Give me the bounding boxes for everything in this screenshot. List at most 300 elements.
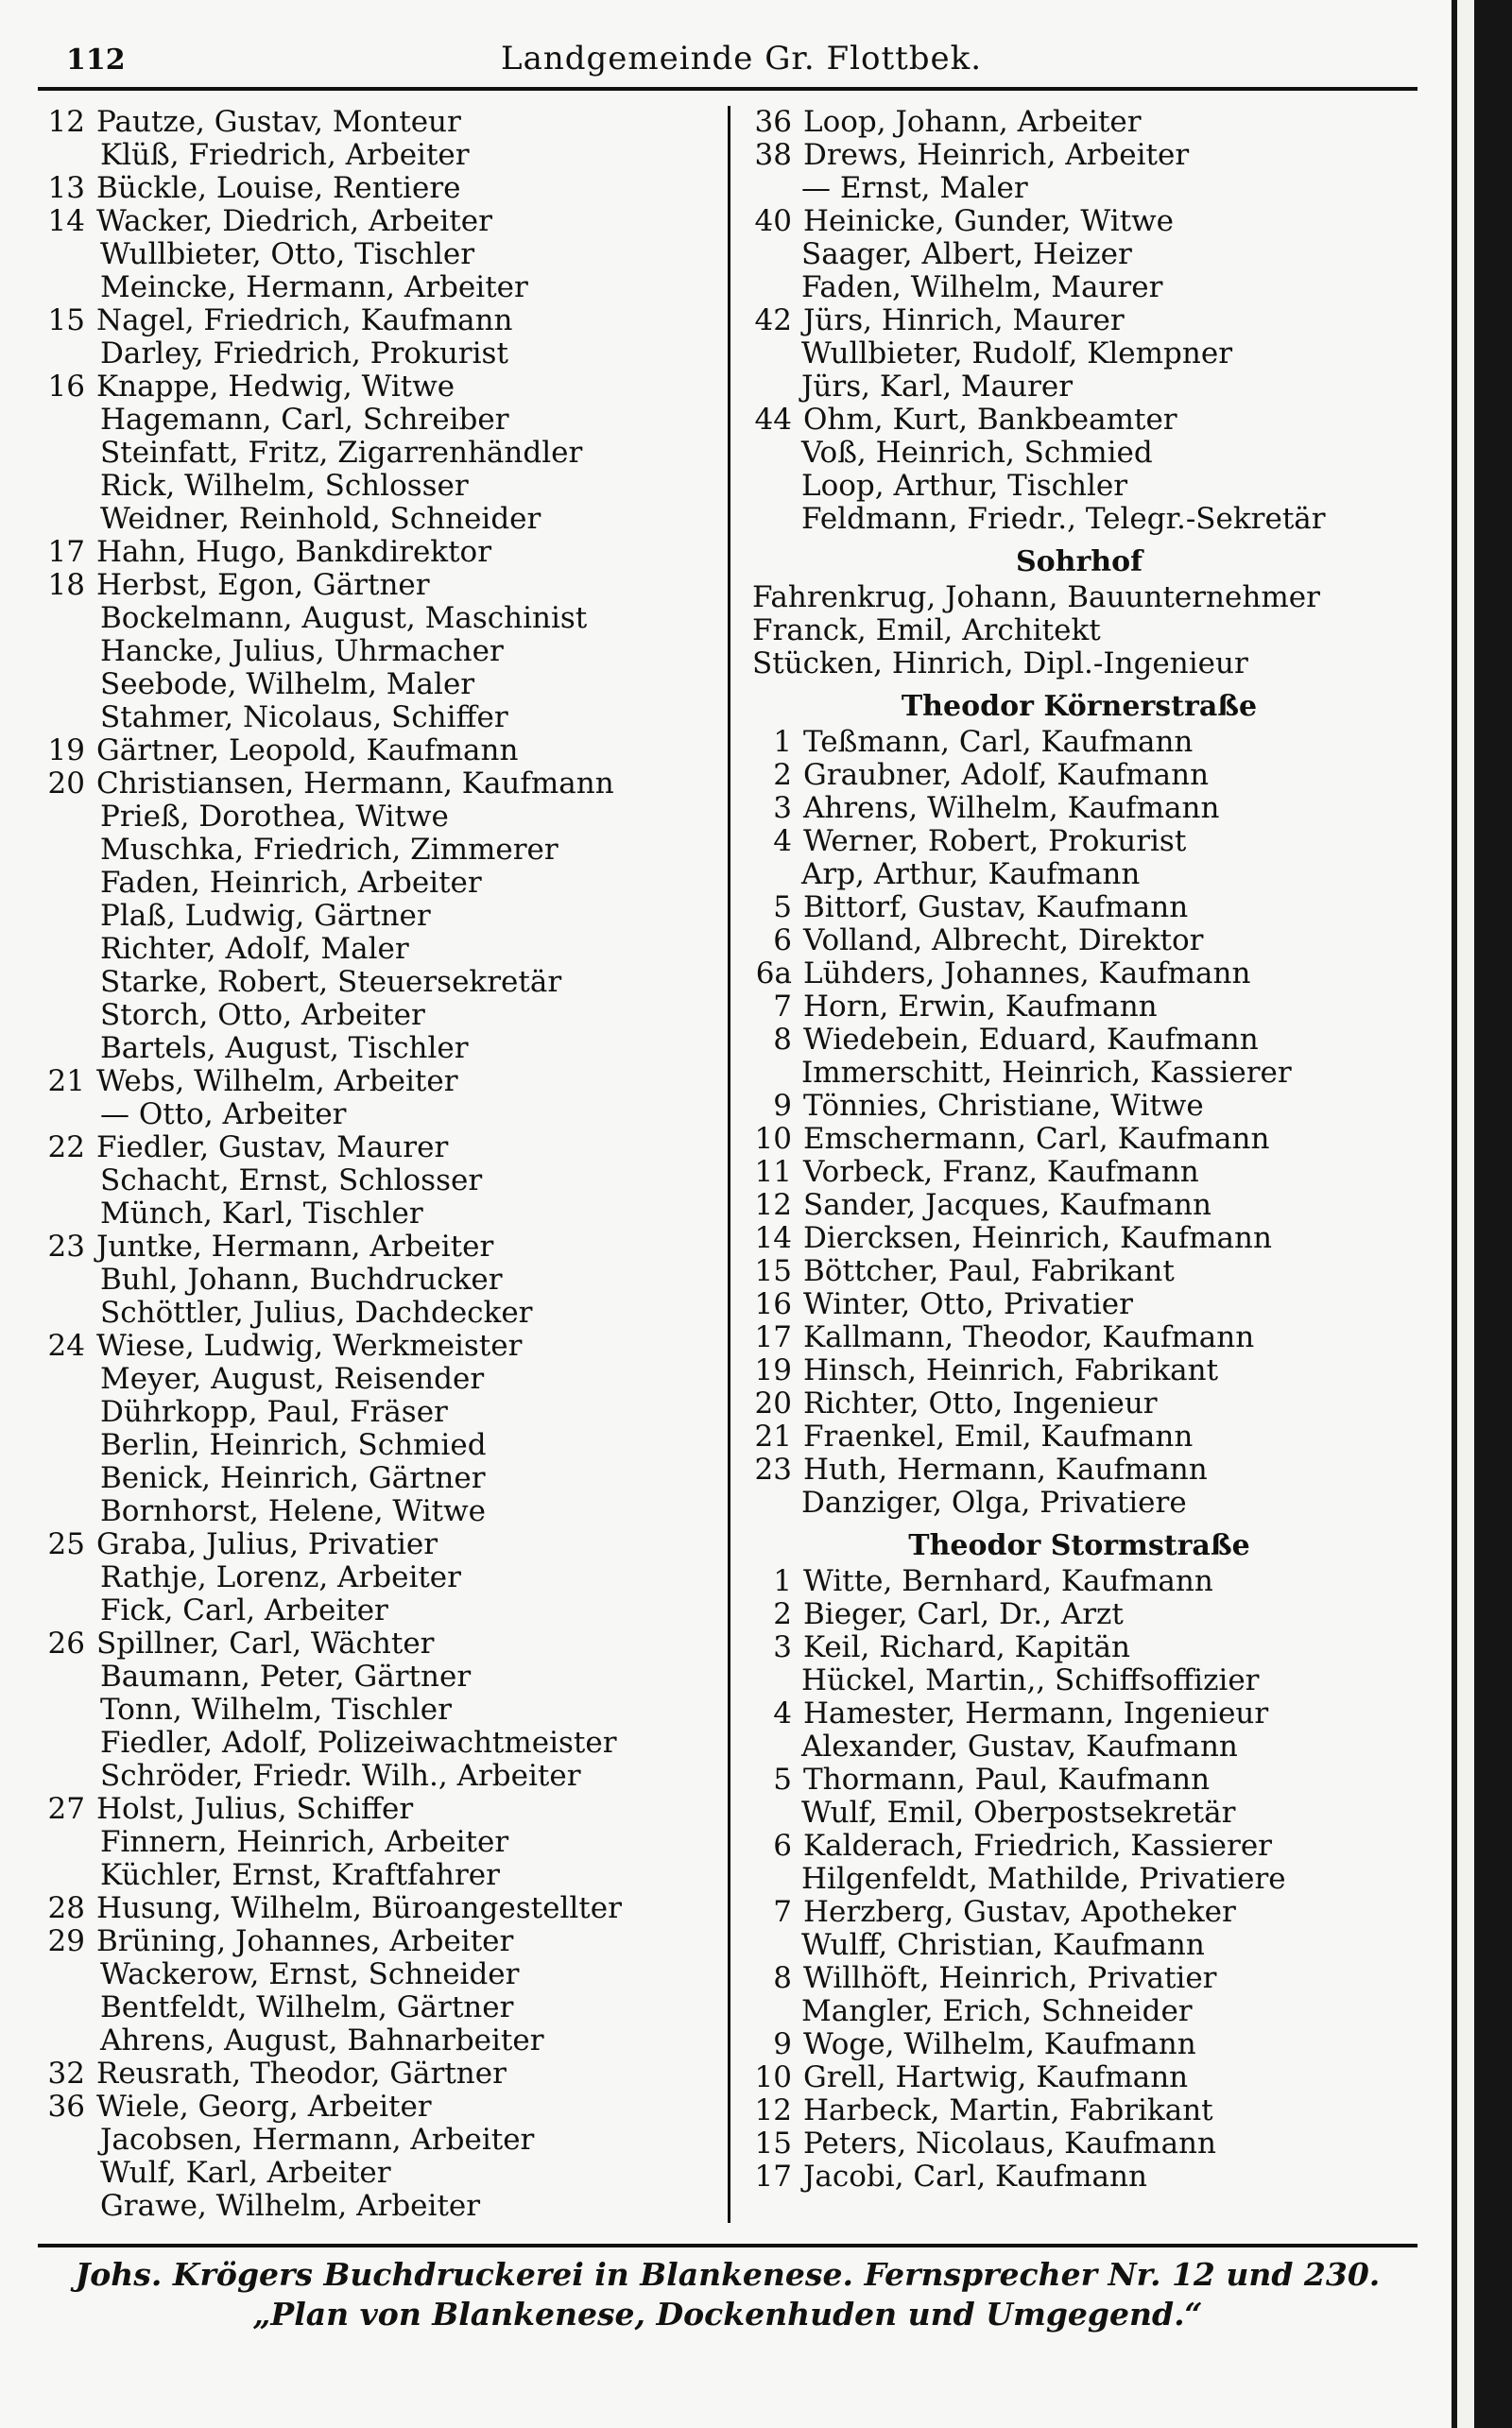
directory-entry bbox=[38, 801, 728, 834]
resident-text: Bentfeldt, Wilhelm, Gärtner bbox=[100, 1990, 514, 2024]
resident-text: Heinicke, Gunder, Witwe bbox=[803, 204, 1174, 238]
resident-text: Grell, Hartwig, Kaufmann bbox=[803, 2060, 1189, 2094]
resident-text: Wiedebein, Eduard, Kaufmann bbox=[803, 1023, 1259, 1057]
directory-entry bbox=[38, 238, 728, 271]
house-number: 29 bbox=[47, 1924, 85, 1958]
resident-text: Fiedler, Adolf, Polizeiwachtmeister bbox=[100, 1726, 617, 1760]
house-number: 44 bbox=[754, 403, 792, 437]
directory-entry bbox=[38, 867, 728, 900]
resident-text: Immerschitt, Heinrich, Kassierer bbox=[801, 1056, 1292, 1090]
resident-text: Tonn, Wilhelm, Tischler bbox=[100, 1693, 452, 1727]
directory-entry bbox=[739, 891, 1419, 924]
resident-text: Ahrens, August, Bahnarbeiter bbox=[100, 2023, 544, 2058]
resident-text: Fiedler, Gustav, Maurer bbox=[96, 1130, 449, 1164]
house-number: 38 bbox=[754, 138, 792, 172]
directory-entry bbox=[739, 858, 1419, 891]
house-number: 36 bbox=[47, 2090, 85, 2124]
directory-entry bbox=[739, 1565, 1419, 1598]
house-number: 20 bbox=[754, 1386, 792, 1421]
directory-entry bbox=[739, 1288, 1419, 1321]
directory-entry bbox=[739, 957, 1419, 990]
directory-entry bbox=[739, 1222, 1419, 1255]
resident-text: Seebode, Wilhelm, Maler bbox=[100, 667, 475, 701]
resident-text: Hilgenfeldt, Mathilde, Privatiere bbox=[801, 1862, 1286, 1896]
directory-entry bbox=[38, 834, 728, 867]
resident-text: Feldmann, Friedr., Telegr.-Sekretär bbox=[801, 502, 1326, 536]
running-head: Landgemeinde Gr. Flottbek. bbox=[501, 40, 983, 77]
resident-text: Schacht, Ernst, Schlosser bbox=[100, 1163, 483, 1197]
directory-entry bbox=[38, 1826, 728, 1859]
house-number: 22 bbox=[47, 1130, 85, 1164]
directory-entry bbox=[38, 734, 728, 767]
resident-text: Bückle, Louise, Rentiere bbox=[96, 171, 461, 205]
house-number: 3 bbox=[773, 791, 792, 825]
house-number: 8 bbox=[773, 1961, 792, 1995]
resident-text: Kallmann, Theodor, Kaufmann bbox=[803, 1320, 1255, 1354]
house-number: 13 bbox=[47, 171, 85, 205]
resident-text: Harbeck, Martin, Fabrikant bbox=[803, 2093, 1213, 2127]
resident-text: Stahmer, Nicolaus, Schiffer bbox=[100, 700, 508, 734]
directory-entry bbox=[739, 205, 1419, 238]
resident-text: Tönnies, Christiane, Witwe bbox=[803, 1089, 1204, 1123]
page-header bbox=[66, 40, 1418, 87]
resident-text: Darley, Friedrich, Prokurist bbox=[100, 336, 508, 370]
directory-entry bbox=[739, 1697, 1419, 1731]
directory-entry bbox=[38, 1032, 728, 1065]
directory-entry bbox=[739, 2028, 1419, 2061]
resident-text: Wulf, Karl, Arbeiter bbox=[100, 2156, 391, 2190]
resident-text: Voß, Heinrich, Schmied bbox=[801, 436, 1153, 470]
directory-entry bbox=[739, 614, 1419, 647]
footer-line-1: Johs. Krögers Buchdruckerei in Blankenese. Fernsprecher Nr. 12 und 230. bbox=[75, 2256, 1381, 2293]
footer-rule bbox=[38, 2244, 1418, 2247]
resident-text: Jacobi, Carl, Kaufmann bbox=[803, 2160, 1147, 2194]
directory-entry bbox=[739, 1896, 1419, 1929]
house-number: 18 bbox=[47, 568, 85, 602]
directory-entry bbox=[38, 437, 728, 470]
directory-entry bbox=[38, 767, 728, 801]
resident-text: Faden, Wilhelm, Maurer bbox=[801, 270, 1163, 304]
left-column bbox=[38, 106, 728, 2223]
directory-entry bbox=[38, 139, 728, 172]
house-number: 15 bbox=[754, 2127, 792, 2161]
resident-text: Witte, Bernhard, Kaufmann bbox=[803, 1564, 1213, 1598]
resident-text: Peters, Nicolaus, Kaufmann bbox=[803, 2127, 1216, 2161]
directory-entry bbox=[38, 2157, 728, 2190]
resident-text: Thormann, Paul, Kaufmann bbox=[803, 1763, 1211, 1797]
house-number: 2 bbox=[773, 1597, 792, 1631]
directory-entry bbox=[38, 933, 728, 966]
resident-text: Wackerow, Ernst, Schneider bbox=[100, 1957, 520, 1991]
house-number: 14 bbox=[754, 1221, 792, 1255]
resident-text: Küchler, Ernst, Kraftfahrer bbox=[100, 1858, 500, 1892]
house-number: 20 bbox=[47, 766, 85, 801]
resident-text: Klüß, Friedrich, Arbeiter bbox=[100, 138, 470, 172]
resident-text: Wacker, Diedrich, Arbeiter bbox=[96, 204, 492, 238]
directory-entry bbox=[739, 647, 1419, 680]
resident-text: Diercksen, Heinrich, Kaufmann bbox=[803, 1221, 1272, 1255]
resident-text: Richter, Otto, Ingenieur bbox=[803, 1386, 1158, 1421]
directory-entry bbox=[38, 1330, 728, 1363]
directory-entry bbox=[739, 1090, 1419, 1123]
page-number: 112 bbox=[66, 43, 126, 77]
resident-text: Muschka, Friedrich, Zimmerer bbox=[100, 833, 558, 867]
resident-text: Loop, Arthur, Tischler bbox=[801, 469, 1128, 503]
house-number: 28 bbox=[47, 1891, 85, 1925]
directory-entry bbox=[38, 2024, 728, 2058]
directory-entry bbox=[739, 2127, 1419, 2161]
resident-text: Bartels, August, Tischler bbox=[100, 1031, 469, 1065]
directory-entry bbox=[38, 106, 728, 139]
directory-entry bbox=[739, 1929, 1419, 1962]
house-number: 12 bbox=[754, 2093, 792, 2127]
resident-text: Webs, Wilhelm, Arbeiter bbox=[96, 1064, 458, 1098]
directory-entry bbox=[38, 1231, 728, 1264]
resident-text: Danziger, Olga, Privatiere bbox=[801, 1486, 1187, 1520]
directory-entry bbox=[38, 1065, 728, 1098]
directory-entry bbox=[739, 1454, 1419, 1487]
printer-footer bbox=[38, 2255, 1418, 2334]
resident-text: Emschermann, Carl, Kaufmann bbox=[803, 1122, 1270, 1156]
resident-text: Fahrenkrug, Johann, Bauunternehmer bbox=[752, 580, 1320, 614]
resident-text: Brüning, Johannes, Arbeiter bbox=[96, 1924, 514, 1958]
directory-entry bbox=[739, 2061, 1419, 2094]
directory-entry bbox=[38, 2190, 728, 2223]
directory-entry bbox=[739, 139, 1419, 172]
resident-text: Dührkopp, Paul, Fräser bbox=[100, 1395, 448, 1429]
resident-text: Wullbieter, Otto, Tischler bbox=[100, 237, 475, 271]
directory-entry bbox=[739, 1863, 1419, 1896]
resident-text: Juntke, Hermann, Arbeiter bbox=[96, 1230, 494, 1264]
directory-entry bbox=[38, 2091, 728, 2124]
house-number: 7 bbox=[773, 990, 792, 1024]
adjacent-page-edge bbox=[1452, 0, 1512, 2428]
directory-entry bbox=[739, 1487, 1419, 1520]
resident-text: Winter, Otto, Privatier bbox=[803, 1287, 1133, 1321]
resident-text: Buhl, Johann, Buchdrucker bbox=[100, 1263, 503, 1297]
street-heading: Sohrhof bbox=[1015, 545, 1143, 578]
directory-entry bbox=[739, 1631, 1419, 1664]
directory-entry bbox=[739, 990, 1419, 1024]
directory-entry bbox=[38, 1859, 728, 1892]
resident-text: Ohm, Kurt, Bankbeamter bbox=[803, 403, 1177, 437]
street-heading: Theodor Körnerstraße bbox=[901, 690, 1258, 723]
resident-text: Huth, Hermann, Kaufmann bbox=[803, 1453, 1208, 1487]
directory-entry bbox=[38, 1694, 728, 1727]
directory-entry bbox=[38, 602, 728, 635]
directory-entry bbox=[38, 999, 728, 1032]
house-number: 24 bbox=[47, 1329, 85, 1363]
resident-text: Woge, Wilhelm, Kaufmann bbox=[803, 2027, 1196, 2061]
resident-text: Arp, Arthur, Kaufmann bbox=[801, 857, 1141, 891]
directory-entry bbox=[38, 1098, 728, 1131]
house-number: 26 bbox=[47, 1627, 85, 1661]
resident-text: Münch, Karl, Tischler bbox=[100, 1197, 423, 1231]
house-number: 14 bbox=[47, 204, 85, 238]
directory-entry bbox=[38, 1760, 728, 1793]
resident-text: Saager, Albert, Heizer bbox=[801, 237, 1132, 271]
resident-text: Schröder, Friedr. Wilh., Arbeiter bbox=[100, 1759, 581, 1793]
resident-text: Spillner, Carl, Wächter bbox=[96, 1627, 435, 1661]
directory-entry bbox=[739, 1797, 1419, 1830]
resident-text: Hinsch, Heinrich, Fabrikant bbox=[803, 1353, 1219, 1387]
house-number: 3 bbox=[773, 1630, 792, 1664]
resident-text: Richter, Adolf, Maler bbox=[100, 932, 409, 966]
house-number: 40 bbox=[754, 204, 792, 238]
directory-entry bbox=[739, 503, 1419, 536]
house-number: 12 bbox=[754, 1188, 792, 1222]
resident-text: Finnern, Heinrich, Arbeiter bbox=[100, 1825, 509, 1859]
resident-text: Fick, Carl, Arbeiter bbox=[100, 1593, 388, 1627]
house-number: 1 bbox=[773, 1564, 792, 1598]
directory-entry bbox=[739, 304, 1419, 337]
resident-text: Rathje, Lorenz, Arbeiter bbox=[100, 1560, 461, 1594]
resident-text: Grawe, Wilhelm, Arbeiter bbox=[100, 2189, 481, 2223]
directory-entry bbox=[739, 1421, 1419, 1454]
house-number: 6 bbox=[773, 923, 792, 957]
resident-text: Wulf, Emil, Oberpostsekretär bbox=[801, 1796, 1236, 1830]
directory-entry bbox=[739, 1598, 1419, 1631]
house-number: 12 bbox=[47, 105, 85, 139]
directory-entry bbox=[38, 1297, 728, 1330]
directory-entry bbox=[38, 1925, 728, 1958]
directory-entry bbox=[38, 1958, 728, 1991]
directory-entry bbox=[739, 106, 1419, 139]
resident-text: Jacobsen, Hermann, Arbeiter bbox=[100, 2123, 535, 2157]
resident-text: Hancke, Julius, Uhrmacher bbox=[100, 634, 504, 668]
directory-entry bbox=[739, 172, 1419, 205]
directory-entry bbox=[38, 2058, 728, 2091]
directory-entry bbox=[38, 1727, 728, 1760]
house-number: 17 bbox=[754, 1320, 792, 1354]
directory-entry bbox=[38, 205, 728, 238]
resident-text: Schöttler, Julius, Dachdecker bbox=[100, 1296, 533, 1330]
directory-entry bbox=[739, 1764, 1419, 1797]
resident-text: Alexander, Gustav, Kaufmann bbox=[801, 1730, 1238, 1764]
house-number: 23 bbox=[754, 1453, 792, 1487]
directory-entry bbox=[739, 1354, 1419, 1387]
resident-text: Wiese, Ludwig, Werkmeister bbox=[96, 1329, 523, 1363]
directory-entry bbox=[739, 1731, 1419, 1764]
directory-entry bbox=[739, 1664, 1419, 1697]
house-number: 10 bbox=[754, 1122, 792, 1156]
directory-entry bbox=[38, 1495, 728, 1528]
directory-entry bbox=[739, 1024, 1419, 1057]
directory-entry bbox=[739, 1387, 1419, 1421]
resident-text: Wulff, Christian, Kaufmann bbox=[801, 1928, 1205, 1962]
house-number: 16 bbox=[754, 1287, 792, 1321]
resident-text: Baumann, Peter, Gärtner bbox=[100, 1660, 472, 1694]
house-number: 23 bbox=[47, 1230, 85, 1264]
resident-text: Wiele, Georg, Arbeiter bbox=[96, 2090, 432, 2124]
resident-text: Böttcher, Paul, Fabrikant bbox=[803, 1254, 1175, 1288]
directory-entry bbox=[38, 2124, 728, 2157]
directory-entry bbox=[739, 1321, 1419, 1354]
house-number: 16 bbox=[47, 370, 85, 404]
directory-entry bbox=[38, 470, 728, 503]
house-number: 25 bbox=[47, 1527, 85, 1561]
resident-text: Reusrath, Theodor, Gärtner bbox=[96, 2057, 507, 2091]
house-number: 8 bbox=[773, 1023, 792, 1057]
resident-text: Kalderach, Friedrich, Kassierer bbox=[803, 1829, 1272, 1863]
directory-entry bbox=[739, 271, 1419, 304]
directory-entry bbox=[38, 966, 728, 999]
street-gap bbox=[739, 1520, 1419, 1527]
directory-entry bbox=[739, 1255, 1419, 1288]
resident-text: Jürs, Karl, Maurer bbox=[801, 370, 1074, 404]
resident-text: Loop, Johann, Arbeiter bbox=[803, 105, 1142, 139]
directory-entry bbox=[38, 172, 728, 205]
house-number: 5 bbox=[773, 890, 792, 924]
house-number: 1 bbox=[773, 725, 792, 759]
directory-entry bbox=[38, 668, 728, 701]
resident-text: Stücken, Hinrich, Dipl.-Ingenieur bbox=[752, 646, 1248, 680]
house-number: 6a bbox=[755, 956, 792, 990]
house-number: 19 bbox=[754, 1353, 792, 1387]
directory-entry bbox=[38, 900, 728, 933]
directory-entry bbox=[739, 792, 1419, 825]
resident-text: Nagel, Friedrich, Kaufmann bbox=[96, 303, 513, 337]
house-number: 10 bbox=[754, 2060, 792, 2094]
resident-text: Hamester, Hermann, Ingenieur bbox=[803, 1696, 1269, 1731]
resident-text: Faden, Heinrich, Arbeiter bbox=[100, 866, 482, 900]
resident-text: Horn, Erwin, Kaufmann bbox=[803, 990, 1158, 1024]
resident-text: Willhöft, Heinrich, Privatier bbox=[803, 1961, 1217, 1995]
resident-text: Knappe, Hedwig, Witwe bbox=[96, 370, 455, 404]
street-gap bbox=[739, 680, 1419, 688]
directory-entry bbox=[739, 1057, 1419, 1090]
resident-text: Bieger, Carl, Dr., Arzt bbox=[803, 1597, 1124, 1631]
resident-text: Rick, Wilhelm, Schlosser bbox=[100, 469, 469, 503]
directory-entry bbox=[38, 1363, 728, 1396]
directory-entry bbox=[739, 1995, 1419, 2028]
resident-text: Ahrens, Wilhelm, Kaufmann bbox=[803, 791, 1220, 825]
directory-entry bbox=[38, 1197, 728, 1231]
directory-entry bbox=[38, 1462, 728, 1495]
resident-text: Bittorf, Gustav, Kaufmann bbox=[803, 890, 1189, 924]
directory-entry bbox=[38, 569, 728, 602]
directory-entry bbox=[739, 238, 1419, 271]
directory-entry bbox=[739, 1189, 1419, 1222]
directory-entry bbox=[739, 581, 1419, 614]
resident-text: Graba, Julius, Privatier bbox=[96, 1527, 438, 1561]
street-heading: Theodor Stormstraße bbox=[908, 1529, 1250, 1562]
resident-text: Gärtner, Leopold, Kaufmann bbox=[96, 733, 519, 767]
directory-entry bbox=[739, 759, 1419, 792]
directory-entry bbox=[38, 1396, 728, 1429]
directory-entry bbox=[38, 1793, 728, 1826]
street-gap bbox=[739, 536, 1419, 543]
directory-entry bbox=[38, 503, 728, 536]
footer-line-2: „Plan von Blankenese, Dockenhuden und Umgegend.“ bbox=[252, 2296, 1203, 2333]
house-number: 5 bbox=[773, 1763, 792, 1797]
resident-text: Bockelmann, August, Maschinist bbox=[100, 601, 588, 635]
directory-entry bbox=[739, 2094, 1419, 2127]
directory-entry bbox=[739, 1156, 1419, 1189]
resident-text: Husung, Wilhelm, Büroangestellter bbox=[96, 1891, 622, 1925]
right-column bbox=[739, 106, 1419, 2194]
resident-text: — Otto, Arbeiter bbox=[100, 1097, 347, 1131]
directory-entry bbox=[38, 1661, 728, 1694]
resident-text: Herbst, Egon, Gärtner bbox=[96, 568, 430, 602]
resident-text: Franck, Emil, Architekt bbox=[752, 613, 1101, 647]
directory-entry bbox=[739, 337, 1419, 370]
directory-entry bbox=[739, 726, 1419, 759]
resident-text: Teßmann, Carl, Kaufmann bbox=[803, 725, 1194, 759]
resident-text: Storch, Otto, Arbeiter bbox=[100, 998, 425, 1032]
directory-entry bbox=[38, 536, 728, 569]
house-number: 27 bbox=[47, 1792, 85, 1826]
resident-text: Meyer, August, Reisender bbox=[100, 1362, 485, 1396]
resident-text: Christiansen, Hermann, Kaufmann bbox=[96, 766, 614, 801]
resident-text: Herzberg, Gustav, Apotheker bbox=[803, 1895, 1236, 1929]
resident-text: Sander, Jacques, Kaufmann bbox=[803, 1188, 1211, 1222]
resident-text: Fraenkel, Emil, Kaufmann bbox=[803, 1420, 1194, 1454]
resident-text: Keil, Richard, Kapitän bbox=[803, 1630, 1130, 1664]
resident-text: Wullbieter, Rudolf, Klempner bbox=[801, 336, 1233, 370]
resident-text: Benick, Heinrich, Gärtner bbox=[100, 1461, 486, 1495]
directory-entry bbox=[739, 470, 1419, 503]
resident-text: Jürs, Hinrich, Maurer bbox=[803, 303, 1125, 337]
resident-text: — Ernst, Maler bbox=[801, 171, 1028, 205]
house-number: 7 bbox=[773, 1895, 792, 1929]
house-number: 9 bbox=[773, 1089, 792, 1123]
house-number: 2 bbox=[773, 758, 792, 792]
resident-text: Volland, Albrecht, Direktor bbox=[803, 923, 1204, 957]
directory-entry bbox=[739, 924, 1419, 957]
house-number: 36 bbox=[754, 105, 792, 139]
resident-text: Werner, Robert, Prokurist bbox=[803, 824, 1187, 858]
directory-entry bbox=[38, 1561, 728, 1594]
directory-entry bbox=[38, 337, 728, 370]
resident-text: Starke, Robert, Steuersekretär bbox=[100, 965, 562, 999]
resident-text: Bornhorst, Helene, Witwe bbox=[100, 1494, 486, 1528]
directory-entry bbox=[38, 404, 728, 437]
directory-entry bbox=[38, 1264, 728, 1297]
directory-entry bbox=[38, 304, 728, 337]
resident-text: Drews, Heinrich, Arbeiter bbox=[803, 138, 1190, 172]
house-number: 19 bbox=[47, 733, 85, 767]
resident-text: Vorbeck, Franz, Kaufmann bbox=[803, 1155, 1199, 1189]
directory-entry bbox=[739, 1962, 1419, 1995]
house-number: 42 bbox=[754, 303, 792, 337]
house-number: 17 bbox=[47, 535, 85, 569]
resident-text: Meincke, Hermann, Arbeiter bbox=[100, 270, 528, 304]
directory-entry bbox=[38, 1528, 728, 1561]
directory-entry bbox=[38, 1594, 728, 1627]
directory-entry bbox=[38, 1429, 728, 1462]
resident-text: Steinfatt, Fritz, Zigarrenhändler bbox=[100, 436, 583, 470]
directory-entry bbox=[739, 404, 1419, 437]
directory-entry bbox=[739, 437, 1419, 470]
resident-text: Weidner, Reinhold, Schneider bbox=[100, 502, 541, 536]
resident-text: Graubner, Adolf, Kaufmann bbox=[803, 758, 1210, 792]
column-divider bbox=[728, 106, 730, 2223]
house-number: 21 bbox=[47, 1064, 85, 1098]
directory-entry bbox=[739, 1123, 1419, 1156]
house-number: 21 bbox=[754, 1420, 792, 1454]
house-number: 4 bbox=[773, 824, 792, 858]
resident-text: Hückel, Martin,, Schiffsoffizier bbox=[801, 1663, 1260, 1697]
header-rule bbox=[38, 87, 1418, 91]
resident-text: Hahn, Hugo, Bankdirektor bbox=[96, 535, 492, 569]
directory-entry bbox=[739, 2161, 1419, 2194]
house-number: 17 bbox=[754, 2160, 792, 2194]
resident-text: Mangler, Erich, Schneider bbox=[801, 1994, 1193, 2028]
house-number: 15 bbox=[754, 1254, 792, 1288]
directory-entry bbox=[739, 370, 1419, 404]
directory-entry bbox=[38, 635, 728, 668]
